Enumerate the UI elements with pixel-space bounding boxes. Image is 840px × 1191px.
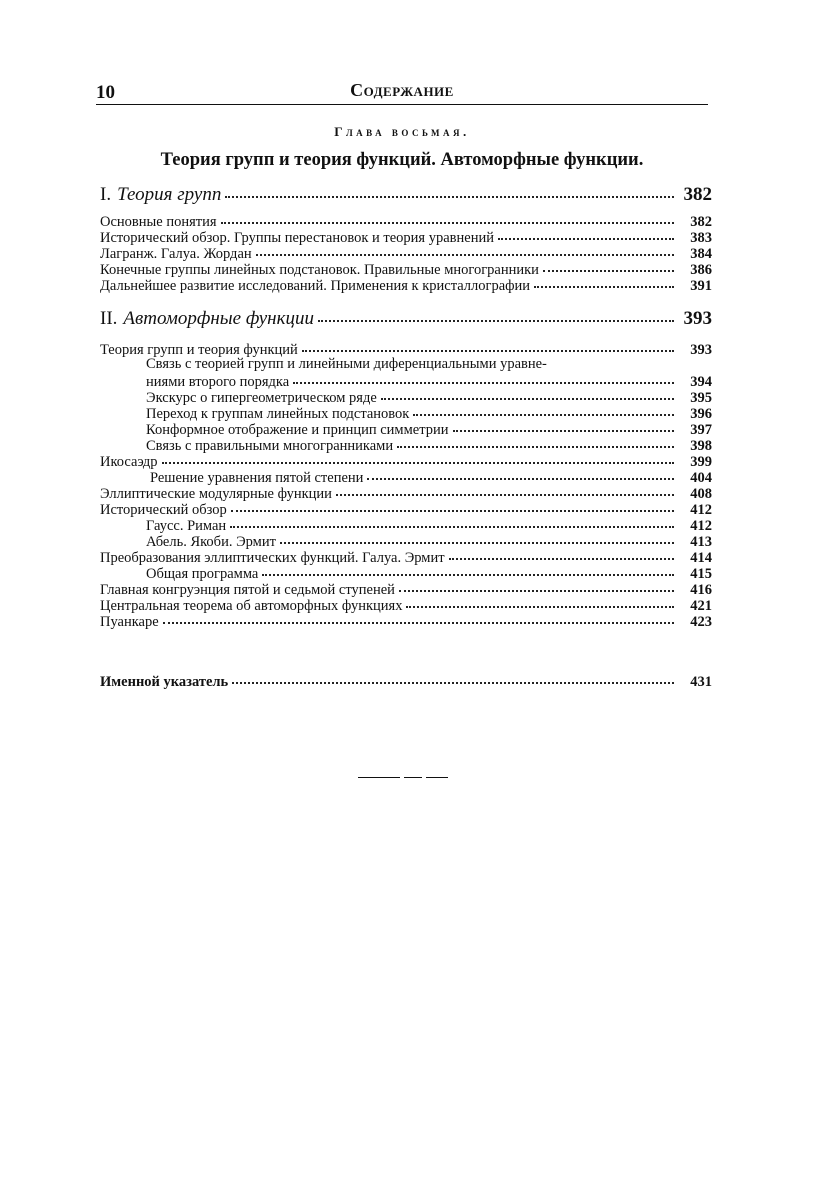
entry-text: Преобразования эллиптических функций. Галуа. Эрмит xyxy=(100,550,445,566)
entry-text: Исторический обзор xyxy=(100,502,227,518)
dot-leader xyxy=(381,386,674,400)
page-ref: 386 xyxy=(690,262,712,278)
toc-section-1 xyxy=(100,184,712,206)
page-number: 10 xyxy=(96,82,115,103)
page-ref: 382 xyxy=(683,184,712,205)
page-ref: 399 xyxy=(690,454,712,470)
entry-text: Конформное отображение и принцип симметрии xyxy=(146,422,449,438)
dot-leader xyxy=(413,402,674,416)
dot-leader xyxy=(230,514,674,528)
dot-leader xyxy=(336,482,674,496)
dot-leader xyxy=(163,610,674,624)
dot-leader xyxy=(498,226,674,240)
page-ref: 394 xyxy=(690,374,712,390)
entry-text: Пуанкаре xyxy=(100,614,159,630)
section-title: Теория групп xyxy=(117,184,222,205)
page-ref: 412 xyxy=(690,502,712,518)
end-rule-left xyxy=(358,777,400,778)
dot-leader xyxy=(397,434,674,448)
page-ref: 412 xyxy=(690,518,712,534)
entry-text: Икосаэдр xyxy=(100,454,158,470)
page-ref: 416 xyxy=(690,582,712,598)
entry-text: Экскурс о гипергеометрическом ряде xyxy=(146,390,377,406)
dot-leader xyxy=(232,670,674,684)
section-number: II. xyxy=(100,308,118,329)
entry-text: Теория групп и теория функций xyxy=(100,342,298,358)
page-ref: 383 xyxy=(690,230,712,246)
page-header xyxy=(96,80,708,106)
dot-leader xyxy=(399,578,674,592)
page-ref: 382 xyxy=(690,214,712,230)
dot-leader xyxy=(302,338,674,352)
dot-leader xyxy=(534,274,674,288)
entry-text: Общая программа xyxy=(146,566,259,582)
end-rule-middle xyxy=(404,777,422,778)
section-title: Автоморфные функции xyxy=(123,308,314,329)
page-ref: 391 xyxy=(690,278,712,294)
entry-text: Исторический обзор. Группы перестановок и теория уравнений xyxy=(100,230,494,246)
page-ref: 396 xyxy=(690,406,712,422)
entry-text: Эллиптические модулярные функции xyxy=(100,486,332,502)
dot-leader xyxy=(280,530,674,544)
entry-text: Основные понятия xyxy=(100,214,217,230)
entry-text: Дальнейшее развитие исследований. Применения к кристаллографии xyxy=(100,278,531,294)
entry-text: Именной указатель xyxy=(100,674,229,690)
entry-text: Переход к группам линейных подстановок xyxy=(146,406,410,422)
entry-text: Главная конгруэнция пятой и седьмой ступеней xyxy=(100,582,395,598)
toc-entry xyxy=(100,612,712,630)
dot-leader xyxy=(453,418,674,432)
entry-text: Лагранж. Галуа. Жордан xyxy=(100,246,252,262)
entry-text: Конечные группы линейных подстановок. Правильные многогранники xyxy=(100,262,539,278)
page-ref: 431 xyxy=(690,674,712,690)
entry-text: Связь с теорией групп и линейными диференциальными уравне- xyxy=(146,356,547,372)
dot-leader xyxy=(256,242,674,256)
page-ref: 393 xyxy=(690,342,712,358)
dot-leader xyxy=(449,546,674,560)
page-ref: 397 xyxy=(690,422,712,438)
dot-leader xyxy=(231,498,674,512)
chapter-title: Теория групп и теория функций. Автоморфные функции. xyxy=(160,150,644,170)
page-ref: 423 xyxy=(690,614,712,630)
dot-leader xyxy=(262,562,674,576)
entry-text: ниями второго порядка xyxy=(146,374,290,390)
page-ref: 414 xyxy=(690,550,712,566)
page-ref: 408 xyxy=(690,486,712,502)
entry-text: Связь с правильными многогранниками xyxy=(146,438,394,454)
dot-leader xyxy=(221,210,674,224)
entry-text: Решение уравнения пятой степени xyxy=(150,470,364,486)
running-title: Содержание xyxy=(350,80,454,100)
entry-text: Гаусс. Риман xyxy=(146,518,227,534)
dot-leader xyxy=(293,370,674,384)
page-ref: 413 xyxy=(690,534,712,550)
page-ref: 395 xyxy=(690,390,712,406)
end-rule-right xyxy=(426,777,448,778)
toc-section-2 xyxy=(100,308,712,330)
toc-index-entry xyxy=(100,672,712,690)
dot-leader xyxy=(543,258,674,272)
header-rule xyxy=(96,104,708,105)
chapter-label: Глава восьмая. xyxy=(334,124,470,139)
page-ref: 384 xyxy=(690,246,712,262)
page-ref: 404 xyxy=(690,470,712,486)
page-ref: 393 xyxy=(683,308,712,329)
page-ref: 421 xyxy=(690,598,712,614)
entry-text: Абель. Якоби. Эрмит xyxy=(146,534,276,550)
dot-leader xyxy=(225,184,674,198)
dot-leader xyxy=(367,466,674,480)
page-ref: 398 xyxy=(690,438,712,454)
dot-leader xyxy=(406,594,674,608)
entry-text: Центральная теорема об автоморфных функциях xyxy=(100,598,403,614)
dot-leader xyxy=(162,450,674,464)
toc-entry xyxy=(100,276,712,294)
dot-leader xyxy=(318,308,674,322)
section-number: I. xyxy=(100,184,112,205)
page-ref: 415 xyxy=(690,566,712,582)
